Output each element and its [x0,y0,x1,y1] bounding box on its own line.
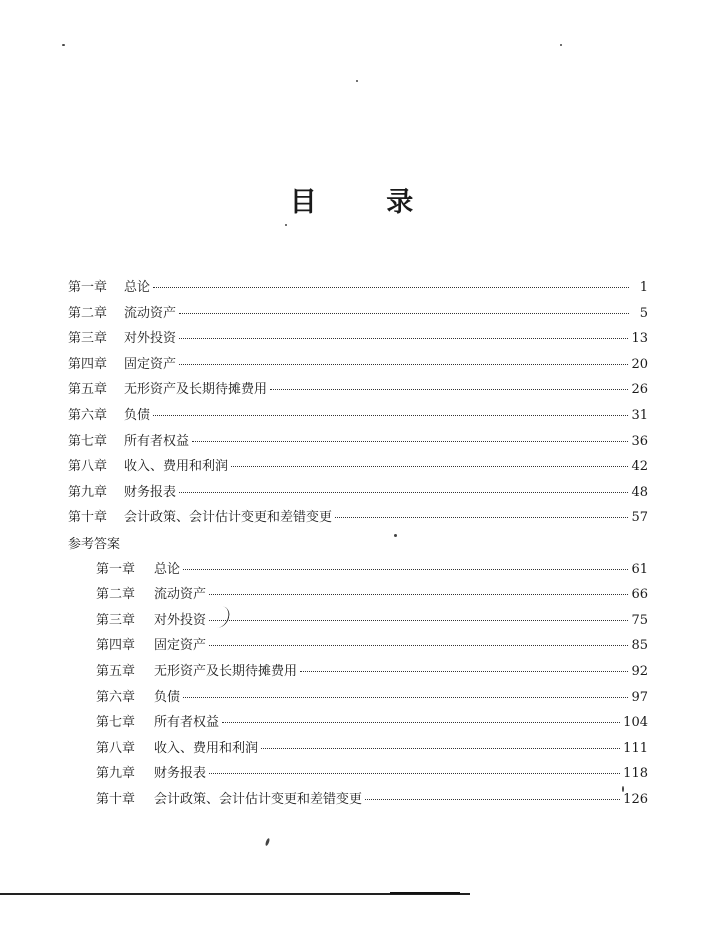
table-of-contents [68,276,648,813]
page-number: 104 [623,715,648,731]
answer-row [96,609,648,635]
chapter-number: 第四章 [96,638,136,654]
answer-row [96,788,648,814]
page-number: 118 [623,766,648,782]
dot-leader [183,697,628,698]
chapter-title: 负债 [154,689,181,705]
dot-leader [183,569,628,570]
dust-speck [356,80,358,82]
chapter-title: 流动资产 [154,587,207,603]
page-number: 126 [623,791,648,807]
chapter-title: 固定资产 [124,356,177,372]
page-number: 66 [631,587,648,603]
chapter-number: 第一章 [96,561,136,577]
chapter-number: 第十章 [96,791,136,807]
page-number: 36 [631,433,648,449]
chapter-number: 第九章 [68,484,108,500]
chapter-number: 第六章 [68,407,108,423]
chapter-title: 固定资产 [154,638,207,654]
answer-row [96,737,648,763]
page-number: 13 [631,331,648,347]
chapter-title: 所有者权益 [154,715,220,731]
dot-leader [209,645,628,646]
dot-leader [179,364,628,365]
chapter-row [68,481,648,507]
chapter-number: 第十章 [68,510,108,526]
chapter-row [68,276,648,302]
dust-speck [560,44,562,46]
chapter-number: 第三章 [96,612,136,628]
dot-leader [270,389,628,390]
chapter-number: 第四章 [68,356,108,372]
dot-leader [261,748,620,749]
chapter-row [68,455,648,481]
dust-speck [622,786,624,792]
chapter-title: 无形资产及长期待摊费用 [124,382,268,398]
chapter-row [68,378,648,404]
dot-leader [179,313,629,314]
dot-leader [179,492,628,493]
answer-list [68,558,648,814]
page-number: 48 [631,484,648,500]
chapter-number: 第三章 [68,331,108,347]
chapter-title: 流动资产 [124,305,177,321]
chapter-title: 总论 [124,280,151,295]
chapter-list [68,276,648,532]
chapter-title: 会计政策、会计估计变更和差错变更 [124,510,333,526]
chapter-number: 第八章 [96,740,136,756]
page-number: 31 [631,407,648,423]
chapter-title: 总论 [154,561,181,577]
chapter-title: 收入、费用和利润 [154,740,259,756]
dot-leader [153,287,629,288]
chapter-row [68,404,648,430]
chapter-number: 第九章 [96,766,136,782]
page-number: 26 [631,382,648,398]
chapter-row [68,430,648,456]
chapter-number: 第八章 [68,459,108,475]
page-number: 97 [631,689,648,705]
chapter-title: 负债 [124,407,151,423]
dot-leader [209,594,628,595]
page-number: 92 [631,663,648,679]
dot-leader [192,441,628,442]
page-number: 57 [631,510,648,526]
chapter-number: 第五章 [96,663,136,679]
bottom-rule-mark [390,892,460,894]
chapter-title: 对外投资 [154,612,207,628]
dot-leader [222,722,620,723]
ink-speck [265,838,271,847]
chapter-number: 第五章 [68,382,108,398]
dot-leader [209,773,620,774]
chapter-number: 第七章 [68,433,108,449]
dot-leader [153,415,628,416]
dot-leader [365,799,620,800]
page-number: 85 [631,638,648,654]
chapter-number: 第六章 [96,689,136,705]
answer-row [96,583,648,609]
page-number: 1 [639,280,648,295]
answer-row [96,762,648,788]
dot-leader [209,620,628,621]
chapter-number: 第二章 [68,305,108,321]
answer-row [96,686,648,712]
chapter-title: 无形资产及长期待摊费用 [154,663,298,679]
chapter-number: 第二章 [96,587,136,603]
answer-row [96,660,648,686]
answer-row [96,711,648,737]
page-number: 5 [639,305,648,321]
chapter-number: 第七章 [96,715,136,731]
dust-speck [285,224,287,226]
chapter-title: 收入、费用和利润 [124,459,229,475]
page-number: 75 [631,612,648,628]
page-number: 61 [631,561,648,577]
chapter-title: 财务报表 [154,766,207,782]
answers-heading: 参考答案 [68,536,121,552]
dust-speck [62,44,65,46]
dot-leader [300,671,628,672]
answer-row [96,558,648,584]
chapter-title: 会计政策、会计估计变更和差错变更 [154,791,363,807]
answer-row [96,634,648,660]
page-title: 目 录 [289,187,444,218]
chapter-row [68,327,648,353]
page-number: 111 [623,740,648,756]
chapter-row [68,302,648,328]
chapter-number: 第一章 [68,280,108,295]
chapter-row [68,506,648,532]
page-number: 20 [631,356,648,372]
dot-leader [231,466,628,467]
dust-speck [394,534,397,537]
chapter-title: 所有者权益 [124,433,190,449]
chapter-row [68,353,648,379]
dot-leader [179,338,628,339]
dot-leader [335,517,628,518]
chapter-title: 财务报表 [124,484,177,500]
chapter-title: 对外投资 [124,331,177,347]
page-number: 42 [631,459,648,475]
